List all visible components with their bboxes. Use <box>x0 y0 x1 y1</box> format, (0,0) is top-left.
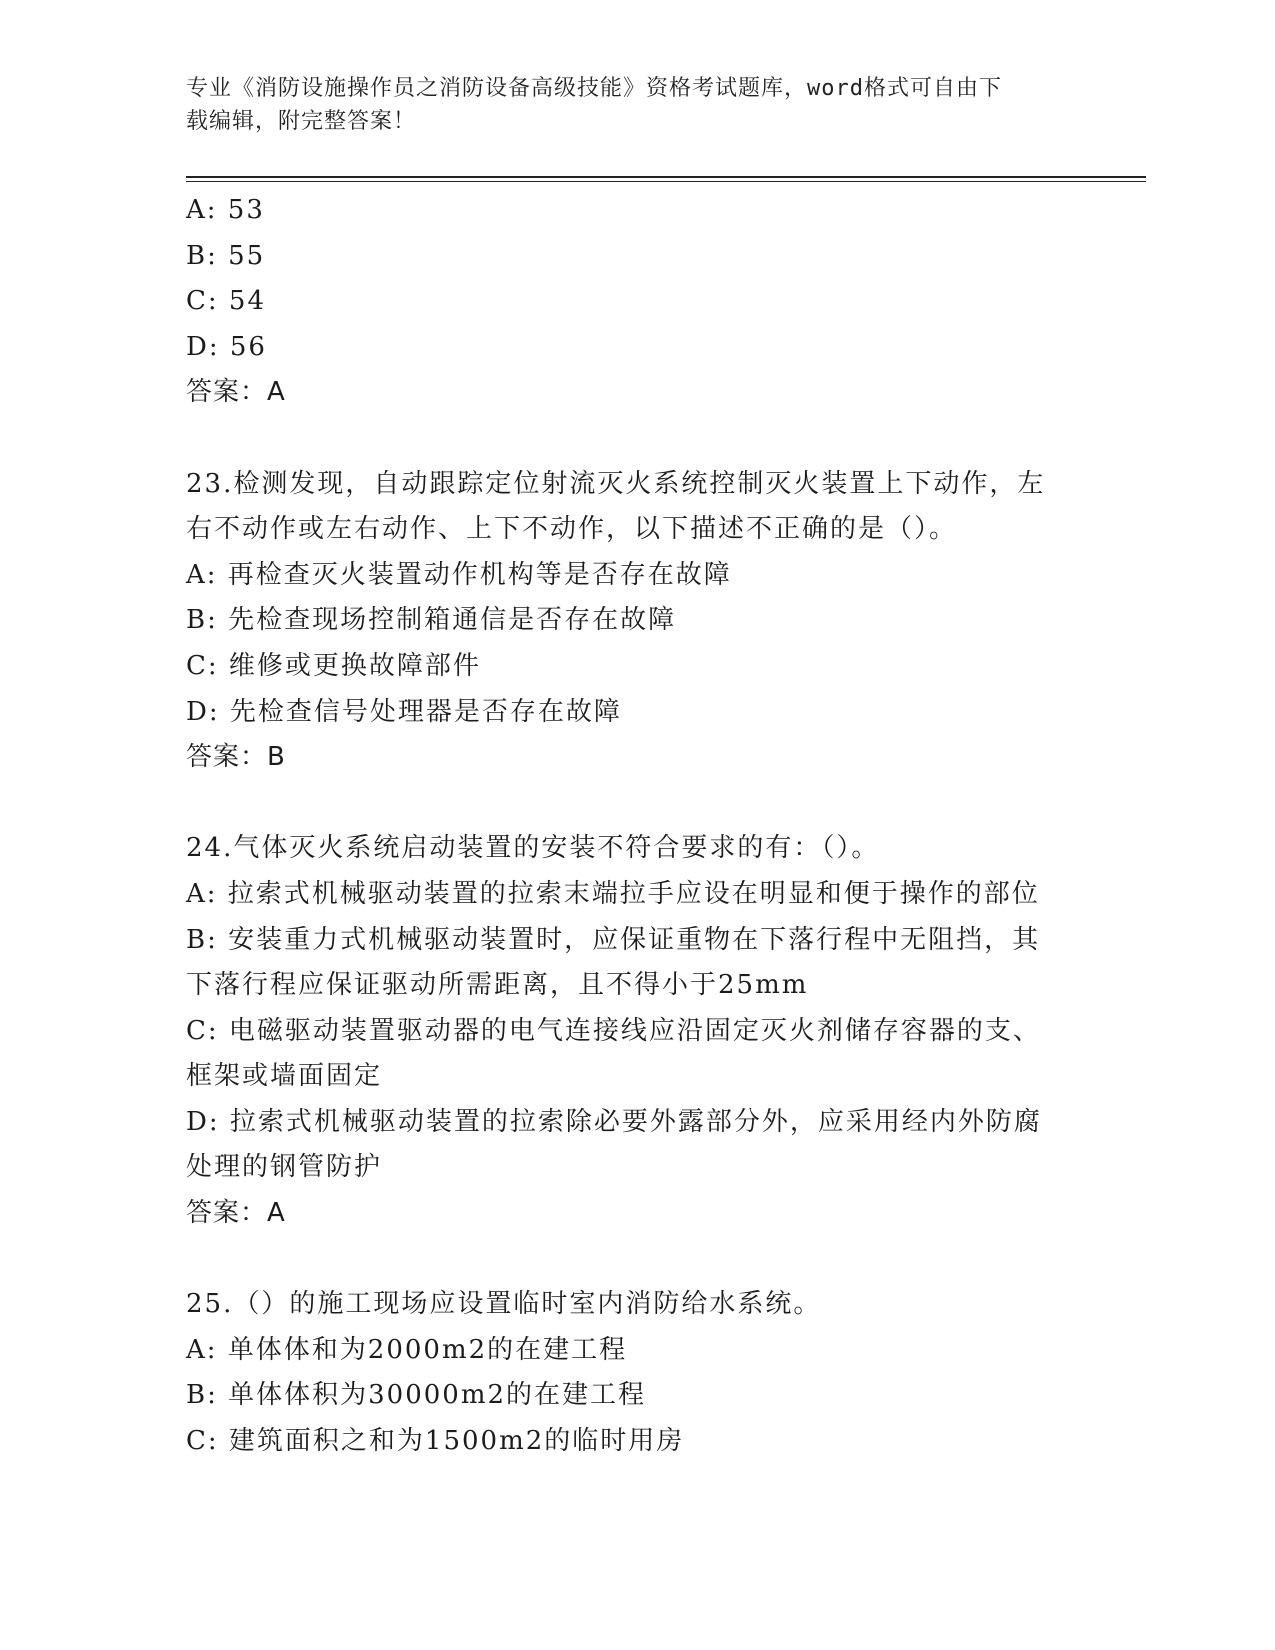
option-c: C: 建筑面积之和为1500m2的临时用房 <box>186 1426 685 1457</box>
spacer <box>186 781 1086 827</box>
question-24 <box>186 826 1086 1236</box>
header-rule-thick <box>186 176 1146 178</box>
option-b: B: 55 <box>186 240 266 271</box>
question-stem: 24.气体灭火系统启动装置的安装不符合要求的有：（）。 <box>186 833 880 864</box>
question-25 <box>186 1282 1086 1464</box>
option-b: B: 安装重力式机械驱动装置时，应保证重物在下落行程中无阻挡，其 <box>186 924 1041 955</box>
question-23 <box>186 462 1086 781</box>
option-c: C: 电磁驱动装置驱动器的电气连接线应沿固定灭火剂储存容器的支、 <box>186 1015 1041 1046</box>
spacer <box>186 1237 1086 1283</box>
option-a: A: 拉索式机械驱动装置的拉索末端拉手应设在明显和便于操作的部位 <box>186 878 1040 909</box>
question-stem: 右不动作或左右动作、上下不动作，以下描述不正确的是（）。 <box>186 514 958 545</box>
option-d: D: 56 <box>186 331 267 362</box>
header-line-1: 专业《消防设施操作员之消防设备高级技能》资格考试题库，word格式可自由下 <box>186 76 1002 101</box>
option-c: C: 维修或更换故障部件 <box>186 650 481 681</box>
spacer <box>186 416 1086 462</box>
option-a: A: 53 <box>186 195 265 225</box>
option-d-continued: 处理的钢管防护 <box>186 1152 383 1183</box>
answer: 答案：A <box>186 1198 286 1229</box>
answer: 答案：B <box>186 742 286 773</box>
question-stem: 25.（）的施工现场应设置临时室内消防给水系统。 <box>186 1289 822 1320</box>
question-22 <box>186 188 1086 416</box>
option-b: B: 先检查现场控制箱通信是否存在故障 <box>186 605 677 636</box>
option-d: D: 先检查信号处理器是否存在故障 <box>186 696 622 727</box>
option-a: A: 再检查灭火装置动作机构等是否存在故障 <box>186 559 732 590</box>
option-d: D: 拉索式机械驱动装置的拉索除必要外露部分外，应采用经内外防腐 <box>186 1106 1042 1137</box>
question-content <box>186 188 1086 1465</box>
answer: 答案：A <box>186 377 286 408</box>
option-c-continued: 框架或墙面固定 <box>186 1061 383 1092</box>
option-a: A: 单体体和为2000m2的在建工程 <box>186 1334 628 1365</box>
question-stem: 23.检测发现，自动跟踪定位射流灭火系统控制灭火装置上下动作，左 <box>186 468 1046 499</box>
header-line-2: 载编辑，附完整答案！ <box>186 109 417 134</box>
header-rule-thin <box>186 181 1146 182</box>
document-header <box>186 72 1066 138</box>
option-b-continued: 下落行程应保证驱动所需距离，且不得小于25mm <box>186 970 809 1001</box>
option-b: B: 单体体积为30000m2的在建工程 <box>186 1380 647 1411</box>
option-c: C: 54 <box>186 286 267 317</box>
